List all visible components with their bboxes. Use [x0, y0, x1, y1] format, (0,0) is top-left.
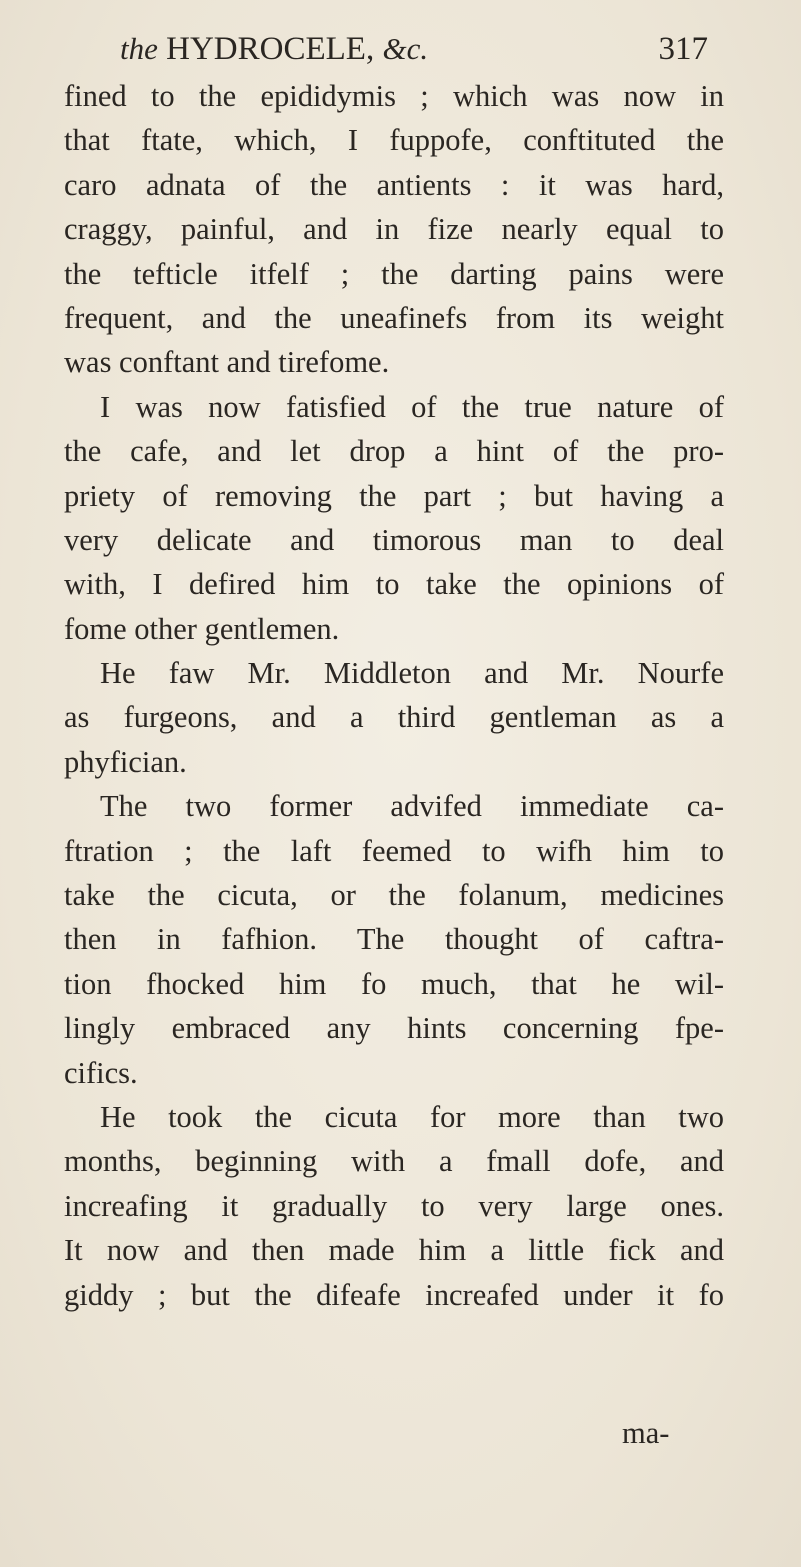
text-line: fined to the epididymis ; which was now in: [64, 79, 724, 113]
text-line: He took the cicuta for more than two: [100, 1099, 724, 1134]
text-line: lingly embraced any hints concerning fpe-: [64, 1011, 724, 1046]
text-line: cifics.: [64, 1055, 138, 1090]
text-line: The two former advifed immediate ca-: [100, 789, 724, 824]
page-number: 317: [658, 31, 708, 67]
text-line: with, I defired him to take the opinions of: [64, 567, 724, 602]
text-line: as furgeons, and a third gentleman as a: [64, 700, 724, 735]
text-line: was conftant and tirefome.: [64, 345, 390, 380]
text-line: fome other gentlemen.: [64, 611, 340, 646]
text-line: take the cicuta, or the folanum, medicines: [64, 878, 724, 913]
text-line: increafing it gradually to very large ones.: [64, 1188, 724, 1223]
text-line: I was now fatisfied of the true nature of: [100, 389, 724, 424]
text-line: frequent, and the uneafinefs from its weight: [64, 300, 724, 335]
text-line: tion fhocked him fo much, that he wil-: [64, 966, 724, 1001]
text-line: ftration ; the laft feemed to wifh him to: [64, 833, 724, 868]
running-title-suffix: &c.: [382, 31, 429, 66]
body-text: [64, 74, 724, 1317]
text-line: It now and then made him a little fick and: [64, 1233, 724, 1268]
text-line: the tefticle itfelf ; the darting pains were: [64, 256, 724, 291]
running-title: [120, 31, 428, 67]
text-line: very delicate and timorous man to deal: [64, 522, 724, 557]
running-title-main: HYDROCELE,: [166, 31, 375, 67]
text-line: craggy, painful, and in fize nearly equal to: [64, 212, 724, 247]
running-header: [120, 26, 720, 72]
text-line: months, beginning with a fmall dofe, and: [64, 1144, 724, 1179]
text-line: giddy ; but the difeafe increafed under it fo: [64, 1277, 724, 1312]
text-line: caro adnata of the antients : it was hard,: [64, 167, 724, 202]
text-line: phyfician.: [64, 744, 187, 779]
text-line: He faw Mr. Middleton and Mr. Nourfe: [100, 656, 724, 691]
catchword: ma-: [622, 1416, 670, 1450]
running-title-prefix: the: [120, 31, 158, 66]
text-line: priety of removing the part ; but having a: [64, 478, 724, 513]
text-line: the cafe, and let drop a hint of the pro-: [64, 434, 724, 469]
text-line: that ftate, which, I fuppofe, conftituted the: [64, 123, 724, 158]
text-line: then in fafhion. The thought of caftra-: [64, 922, 724, 957]
